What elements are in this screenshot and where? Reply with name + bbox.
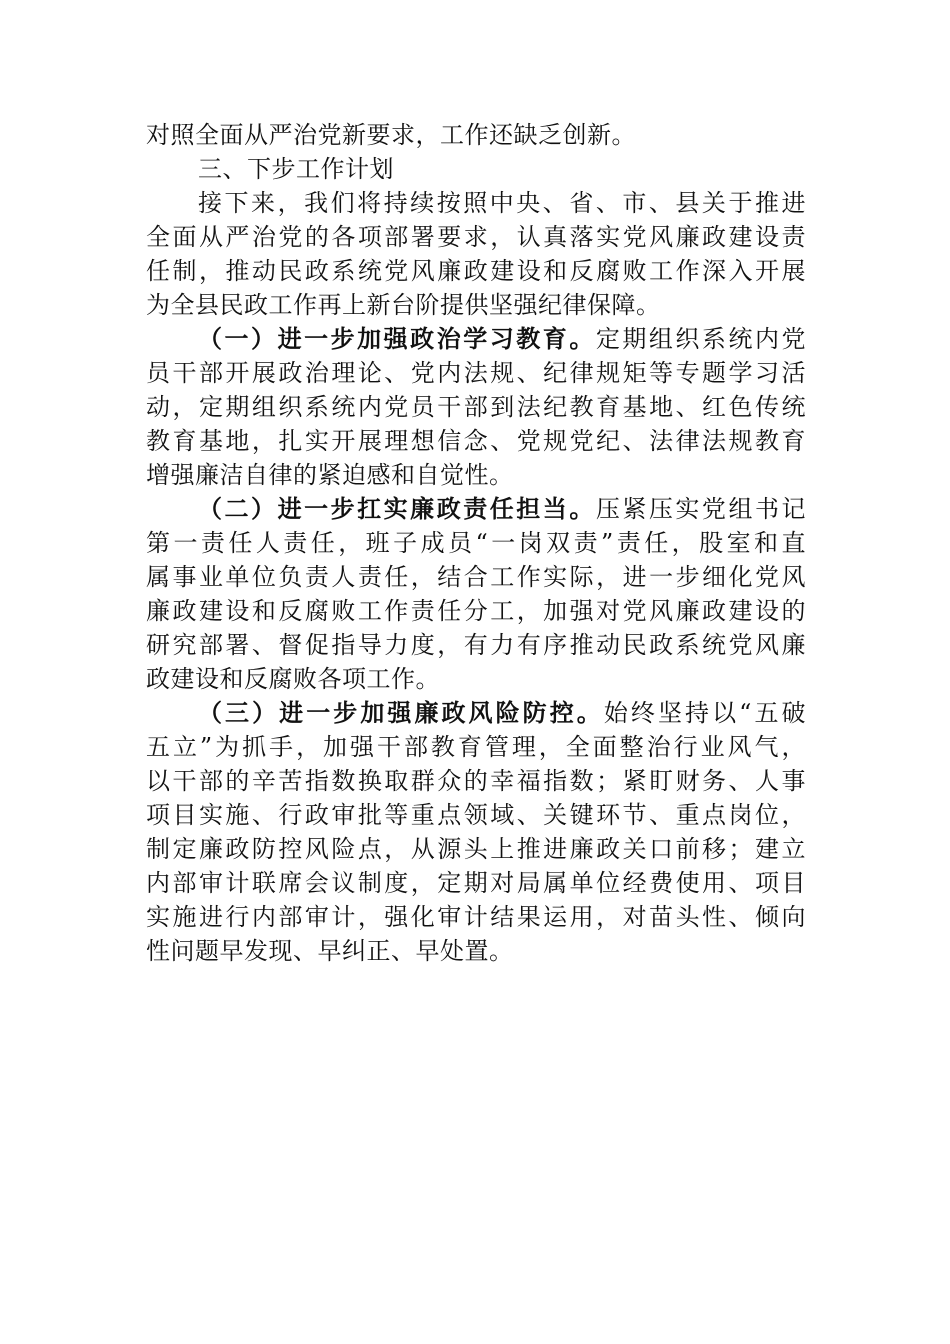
paragraph-line: 政建设和反腐败各项工作。 bbox=[146, 665, 440, 693]
paragraph-line: 研究部署、督促指导力度，有力有序推动民政系统党风廉 bbox=[146, 631, 806, 659]
paragraph-line: 制定廉政防控风险点，从源头上推进廉政关口前移；建立 bbox=[146, 835, 806, 863]
paragraph-line: 属事业单位负责人责任，结合工作实际，进一步细化党风 bbox=[146, 563, 806, 591]
subheading-3-text: 始终坚持以“五破 bbox=[603, 699, 807, 727]
paragraph-line: 项目实施、行政审批等重点领域、关键环节、重点岗位， bbox=[146, 801, 806, 829]
paragraph-line: 内部审计联席会议制度，定期对局属单位经费使用、项目 bbox=[146, 869, 806, 897]
paragraph-line: 员干部开展政治理论、党内法规、纪律规矩等专题学习活 bbox=[146, 359, 806, 387]
paragraph-line: 性问题早发现、早纠正、早处置。 bbox=[146, 937, 514, 965]
paragraph-line: 为全县民政工作再上新台阶提供坚强纪律保障。 bbox=[146, 291, 661, 319]
paragraph-line bbox=[146, 492, 806, 526]
paragraph-line: 接下来，我们将持续按照中央、省、市、县关于推进 bbox=[198, 189, 806, 217]
paragraph-line: 五立”为抓手，加强干部教育管理，全面整治行业风气， bbox=[146, 733, 806, 761]
subheading-1: （一）进一步加强政治学习教育。 bbox=[198, 324, 596, 353]
document-body bbox=[146, 118, 806, 968]
paragraph-line: 廉政建设和反腐败工作责任分工，加强对党风廉政建设的 bbox=[146, 597, 806, 625]
paragraph-line: 实施进行内部审计，强化审计结果运用，对苗头性、倾向 bbox=[146, 903, 806, 931]
paragraph-line: 任制，推动民政系统党风廉政建设和反腐败工作深入开展 bbox=[146, 257, 806, 285]
subheading-1-text: 定期组织系统内党 bbox=[595, 325, 807, 353]
paragraph-line bbox=[146, 696, 806, 730]
paragraph-line: 第一责任人责任，班子成员“一岗双责”责任，股室和直 bbox=[146, 529, 806, 557]
section-heading: 三、下步工作计划 bbox=[198, 155, 394, 183]
subheading-3: （三）进一步加强廉政风险防控。 bbox=[198, 698, 604, 727]
paragraph-line: 动，定期组织系统内党员干部到法纪教育基地、红色传统 bbox=[146, 393, 806, 421]
subheading-2: （二）进一步扛实廉政责任担当。 bbox=[198, 494, 596, 523]
paragraph-line: 教育基地，扎实开展理想信念、党规党纪、法律法规教育 bbox=[146, 427, 806, 455]
text-line: 对照全面从严治党新要求，工作还缺乏创新。 bbox=[146, 121, 636, 149]
subheading-2-text: 压紧压实党组书记 bbox=[595, 495, 807, 523]
paragraph-line: 以干部的辛苦指数换取群众的幸福指数；紧盯财务、人事 bbox=[146, 767, 806, 795]
paragraph-line: 增强廉洁自律的紧迫感和自觉性。 bbox=[146, 461, 514, 489]
paragraph-line bbox=[146, 322, 806, 356]
paragraph-line: 全面从严治党的各项部署要求，认真落实党风廉政建设责 bbox=[146, 223, 806, 251]
